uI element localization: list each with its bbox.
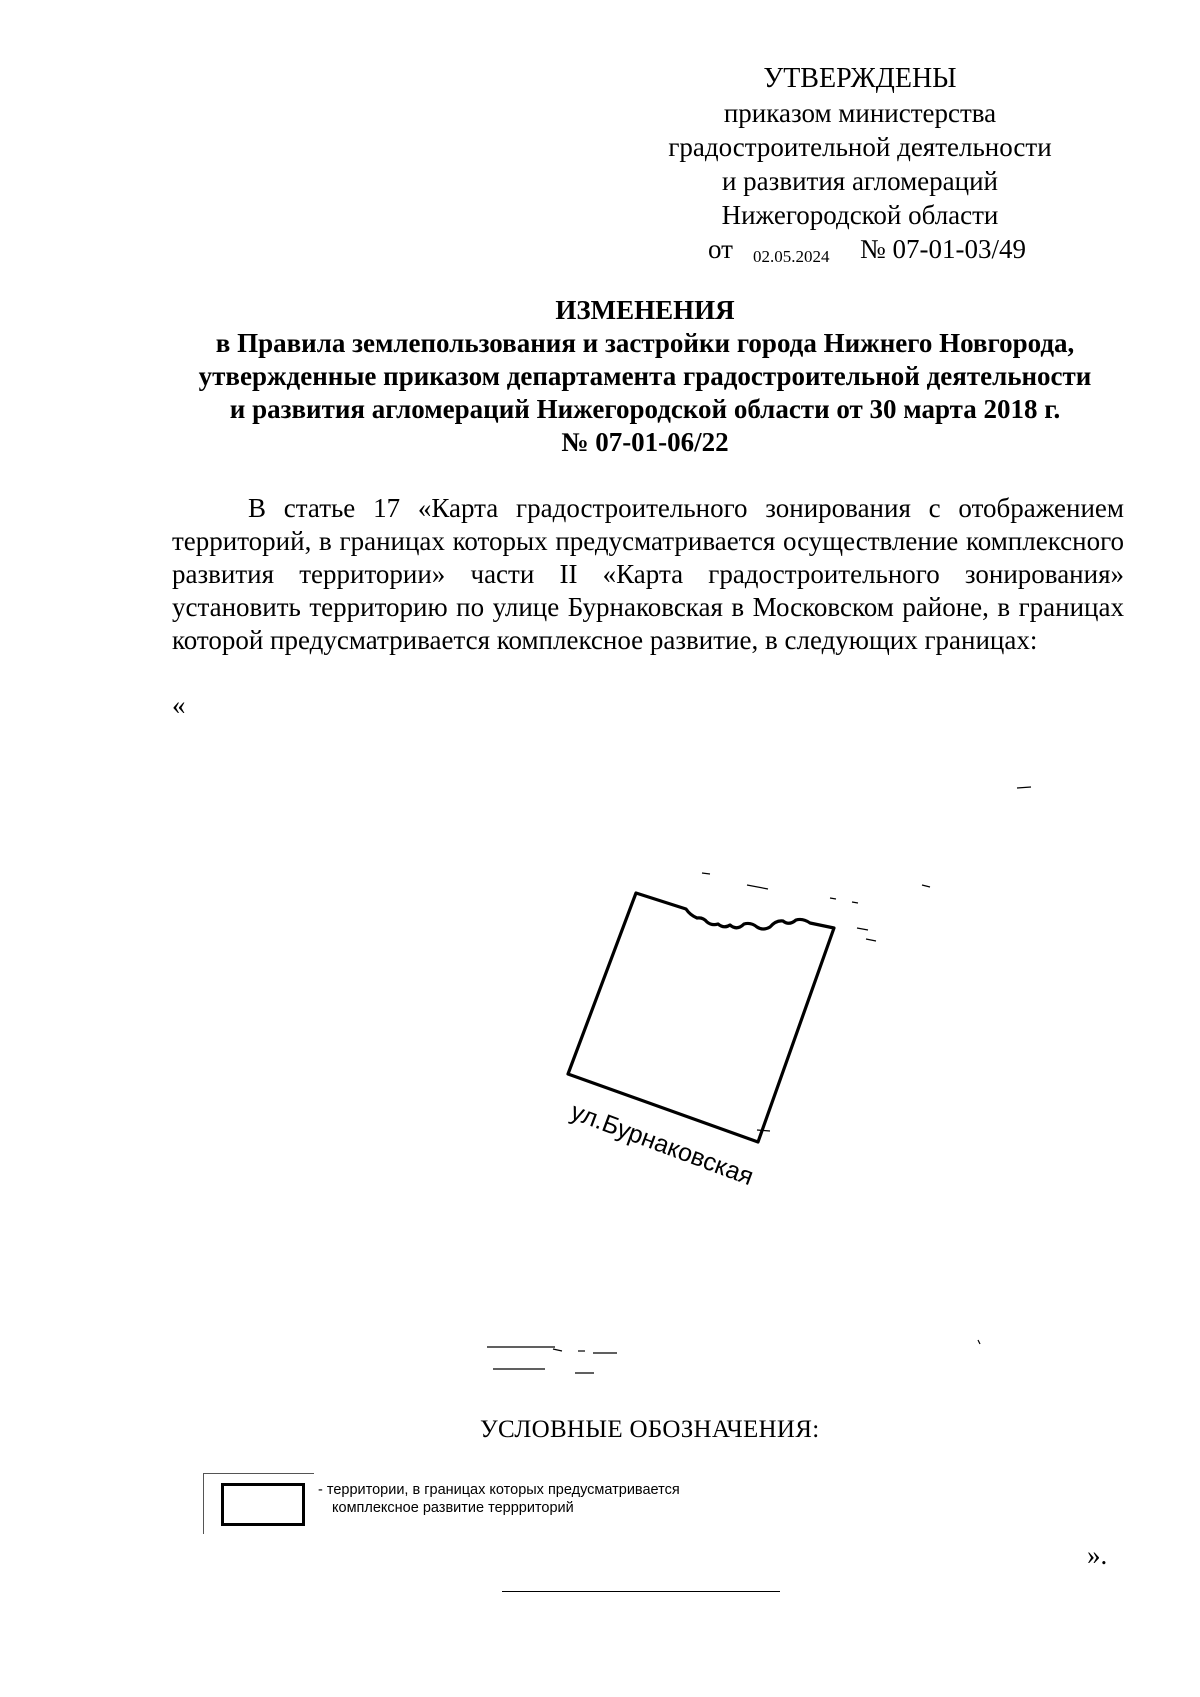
approval-heading: УТВЕРЖДЕНЫ xyxy=(763,63,957,94)
street-label: ул.Бурнаковская xyxy=(566,1097,758,1192)
end-rule xyxy=(502,1591,780,1592)
territory-boundary xyxy=(568,893,834,1142)
legend-boundary-swatch xyxy=(221,1483,305,1526)
order-number: № 07-01-03/49 xyxy=(860,234,1026,264)
legend-title: УСЛОВНЫЕ ОБОЗНАЧЕНИЯ: xyxy=(480,1416,820,1443)
approval-line: приказом министерства xyxy=(723,98,997,128)
title-line: и развития агломераций Нижегородской области от 30 марта 2018 г. xyxy=(229,394,1061,424)
open-quote: « xyxy=(172,690,186,720)
approval-line: градостроительной деятельности xyxy=(668,132,1052,162)
legend-line: комплексное развитие террриторий xyxy=(332,1500,574,1516)
close-quote: ». xyxy=(1087,1540,1108,1570)
legend-item xyxy=(200,1473,800,1543)
title-line: утвержденные приказом департамента градостроительной деятельности xyxy=(198,361,1092,391)
approval-line: Нижегородской области xyxy=(721,200,999,230)
approval-line: и развития агломераций xyxy=(721,166,998,196)
title-main: ИЗМЕНЕНИЯ xyxy=(555,295,735,325)
title-line: в Правила землепользования и застройки города Нижнего Новгорода, xyxy=(215,328,1075,358)
order-from-label: от xyxy=(708,234,733,264)
title-line: № 07-01-06/22 xyxy=(561,427,729,457)
body-paragraph: В статье 17 «Карта градостроительного зонирования с отображением территорий, в границах которых предусматривается осуществление комплексного развития территории» части II «Карта градостроительного зонирования» установить территорию по улице Бурнаковская в Московском районе, в границах которой предусматривается комплексное развитие, в следующих границах: xyxy=(172,493,1124,655)
order-date: 02.05.2024 xyxy=(753,247,830,266)
map-stray-marks xyxy=(487,787,1031,1373)
legend-line: - территории, в границах которых предусматривается xyxy=(318,1482,680,1498)
legend-description xyxy=(318,1481,680,1517)
